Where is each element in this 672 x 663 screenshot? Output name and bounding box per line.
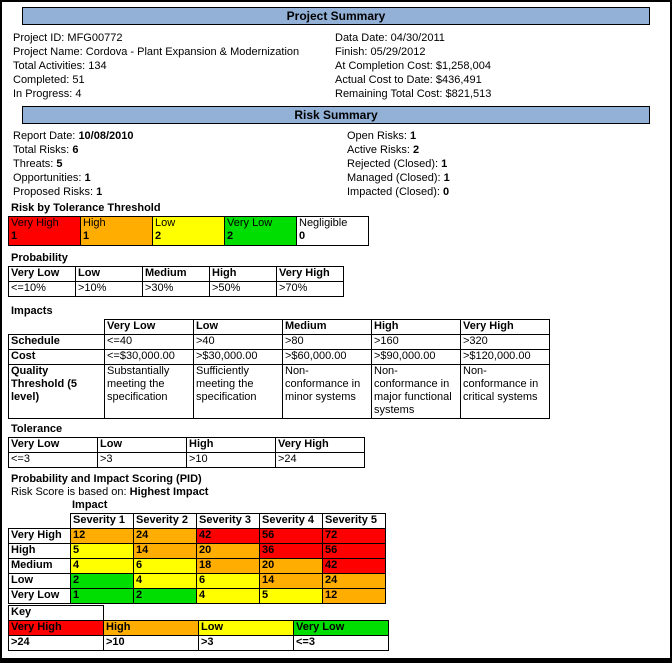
- field-value: 6: [72, 144, 79, 156]
- table-row: [9, 636, 389, 651]
- finish-line: [335, 45, 491, 59]
- field-label: Actual Cost to Date:: [335, 74, 433, 86]
- probability-value: >30%: [143, 282, 210, 297]
- key-range-very-low: <=3: [294, 636, 389, 651]
- impact-value: >40: [194, 335, 283, 350]
- field-value: 1: [443, 172, 450, 184]
- table-row: [9, 621, 389, 636]
- tolerance-value: >10: [187, 453, 276, 468]
- threshold-label: Very Low: [227, 217, 273, 229]
- empty-cell: [199, 606, 294, 621]
- table-row: [9, 589, 386, 604]
- key-label-very-low: Very Low: [294, 621, 389, 636]
- tolerance-value: >24: [276, 453, 365, 468]
- field-value: Cordova - Plant Expansion & Modernization: [85, 46, 300, 58]
- total-activities-line: [13, 59, 335, 73]
- impact-value: >$60,000.00: [283, 350, 372, 365]
- tolerance-threshold-title: Risk by Tolerance Threshold: [11, 202, 161, 214]
- pid-score-cell: 24: [323, 574, 386, 589]
- table-row: [9, 559, 386, 574]
- pid-score-cell: 36: [260, 544, 323, 559]
- probability-value: <=10%: [9, 282, 76, 297]
- field-value: $821,513: [445, 88, 492, 100]
- threshold-label: Low: [155, 217, 176, 229]
- column-header: Severity 5: [323, 514, 386, 529]
- column-header: Very High: [461, 320, 550, 335]
- row-header: Very High: [9, 529, 71, 544]
- empty-cell: [294, 606, 389, 621]
- open-risks-line: [347, 129, 450, 143]
- field-value: 1: [409, 130, 417, 142]
- active-risks-line: [347, 143, 450, 157]
- row-header: Medium: [9, 559, 71, 574]
- tolerance-table: [8, 437, 365, 468]
- field-label: Finish:: [335, 46, 368, 58]
- column-header: Very Low: [9, 438, 98, 453]
- pid-score-cell: 4: [71, 559, 134, 574]
- table-row: [9, 529, 386, 544]
- pid-score-cell: 12: [323, 589, 386, 604]
- field-value: 1: [441, 158, 448, 170]
- pid-score-cell: 14: [260, 574, 323, 589]
- corner-cell: [9, 320, 105, 335]
- key-table: [8, 605, 389, 651]
- column-header: Very High: [276, 438, 365, 453]
- field-label: At Completion Cost:: [335, 60, 433, 72]
- pid-score-cell: 4: [134, 574, 197, 589]
- actual-cost-line: [335, 73, 491, 87]
- table-row: [9, 320, 550, 335]
- pid-score-cell: 4: [197, 589, 260, 604]
- column-header: Very High: [277, 267, 344, 282]
- impact-value: >$30,000.00: [194, 350, 283, 365]
- field-label: Remaining Total Cost:: [335, 88, 443, 100]
- impacts-table: [8, 319, 550, 419]
- row-header: High: [9, 544, 71, 559]
- field-value: 05/29/2012: [370, 46, 426, 58]
- impact-value: >$90,000.00: [372, 350, 461, 365]
- field-label: Active Risks:: [347, 144, 410, 156]
- pid-score-cell: 42: [197, 529, 260, 544]
- field-label: Project Name:: [13, 46, 83, 58]
- field-value: 51: [72, 74, 85, 86]
- threshold-label: High: [83, 217, 106, 229]
- field-value: 10/08/2010: [78, 130, 134, 142]
- rejected-closed-line: [347, 157, 450, 171]
- field-value: 04/30/2011: [390, 32, 445, 44]
- field-value: 1: [96, 186, 103, 198]
- field-label: Total Activities:: [13, 60, 86, 72]
- row-header: Very Low: [9, 589, 71, 604]
- column-header: High: [210, 267, 277, 282]
- remaining-cost-line: [335, 87, 491, 101]
- pid-score-cell: 56: [260, 529, 323, 544]
- pid-score-cell: 56: [323, 544, 386, 559]
- basis-value: Highest Impact: [129, 486, 209, 498]
- impact-value: Non-conformance in minor systems: [283, 365, 372, 419]
- threshold-cell-very-low: [225, 217, 297, 246]
- column-header: Low: [194, 320, 283, 335]
- threshold-label: Very High: [11, 217, 59, 229]
- key-range-low: >3: [199, 636, 294, 651]
- field-value: 134: [88, 60, 107, 72]
- column-header: Very Low: [105, 320, 194, 335]
- empty-cell: [104, 606, 199, 621]
- field-label: Total Risks:: [13, 144, 70, 156]
- threshold-cell-high: [81, 217, 153, 246]
- probability-table: [8, 266, 344, 297]
- threshold-count: 2: [227, 230, 234, 242]
- project-summary-right-column: [335, 31, 491, 101]
- pid-score-cell: 42: [323, 559, 386, 574]
- risk-summary-details: [13, 129, 670, 199]
- threshold-count: 0: [299, 230, 306, 242]
- impact-value: Non-conformance in critical systems: [461, 365, 550, 419]
- impact-value: <=$30,000.00: [105, 350, 194, 365]
- risk-summary-right-column: [347, 129, 450, 199]
- impacts-title: Impacts: [11, 305, 53, 317]
- impacted-closed-line: [347, 185, 450, 199]
- table-row: [9, 438, 365, 453]
- tolerance-threshold-table: [8, 216, 369, 246]
- threshold-count: 2: [155, 230, 162, 242]
- tolerance-value: <=3: [9, 453, 98, 468]
- at-completion-cost-line: [335, 59, 491, 73]
- report-date-line: [13, 129, 347, 143]
- impact-value: >320: [461, 335, 550, 350]
- table-row: [9, 217, 369, 246]
- table-row: [9, 514, 386, 529]
- column-header: Very Low: [9, 267, 76, 282]
- pid-score-cell: 1: [71, 589, 134, 604]
- column-header: Severity 2: [134, 514, 197, 529]
- column-header: Severity 4: [260, 514, 323, 529]
- column-header: High: [372, 320, 461, 335]
- field-label: In Progress:: [13, 88, 73, 100]
- field-value: 1: [84, 172, 91, 184]
- probability-value: >50%: [210, 282, 277, 297]
- table-row: [9, 267, 344, 282]
- opportunities-line: [13, 171, 347, 185]
- threshold-cell-negligible: [297, 217, 369, 246]
- table-row: [9, 365, 550, 419]
- project-summary-details: [13, 31, 670, 101]
- project-summary-header: Project Summary: [22, 7, 650, 25]
- pid-score-cell: 5: [71, 544, 134, 559]
- data-date-line: [335, 31, 491, 45]
- threshold-cell-low: [153, 217, 225, 246]
- pid-score-cell: 20: [197, 544, 260, 559]
- column-header: Low: [98, 438, 187, 453]
- impact-value: >80: [283, 335, 372, 350]
- pid-score-cell: 72: [323, 529, 386, 544]
- column-header: Severity 1: [71, 514, 134, 529]
- pid-score-cell: 14: [134, 544, 197, 559]
- pid-score-cell: 20: [260, 559, 323, 574]
- tolerance-title: Tolerance: [11, 423, 63, 435]
- pid-basis-line: [11, 486, 670, 499]
- field-label: Proposed Risks:: [13, 186, 94, 198]
- pid-score-cell: 5: [260, 589, 323, 604]
- table-row: [9, 282, 344, 297]
- pid-score-cell: 2: [134, 589, 197, 604]
- field-label: Data Date:: [335, 32, 388, 44]
- key-label-high: High: [104, 621, 199, 636]
- table-row: [9, 335, 550, 350]
- field-value: 5: [56, 158, 63, 170]
- impact-value: Substantially meeting the specification: [105, 365, 194, 419]
- field-label: Rejected (Closed):: [347, 158, 439, 170]
- field-label: Report Date:: [13, 130, 76, 142]
- impact-value: <=40: [105, 335, 194, 350]
- probability-value: >10%: [76, 282, 143, 297]
- project-name-line: [13, 45, 335, 59]
- impact-value: >$120,000.00: [461, 350, 550, 365]
- threshold-count: 1: [83, 230, 90, 242]
- pid-score-cell: 12: [71, 529, 134, 544]
- probability-value: >70%: [277, 282, 344, 297]
- field-value: $436,491: [435, 74, 482, 86]
- impact-value: >160: [372, 335, 461, 350]
- table-row: [9, 606, 389, 621]
- corner-cell: [9, 514, 71, 529]
- pid-score-cell: 18: [197, 559, 260, 574]
- row-header: Quality Threshold (5 level): [9, 365, 105, 419]
- threshold-cell-very-high: [9, 217, 81, 246]
- key-range-very-high: >24: [9, 636, 104, 651]
- table-row: [9, 574, 386, 589]
- field-label: Threats:: [13, 158, 54, 170]
- field-label: Completed:: [13, 74, 70, 86]
- table-row: [9, 544, 386, 559]
- probability-title: Probability: [11, 252, 68, 264]
- row-header: Low: [9, 574, 71, 589]
- project-summary-left-column: [13, 31, 335, 101]
- tolerance-value: >3: [98, 453, 187, 468]
- impact-value: Non-conformance in major functional systems: [372, 365, 461, 419]
- field-label: Managed (Closed):: [347, 172, 441, 184]
- total-risks-line: [13, 143, 347, 157]
- table-row: [9, 453, 365, 468]
- impact-value: Sufficiently meeting the specification: [194, 365, 283, 419]
- pid-title: Probability and Impact Scoring (PID): [11, 473, 202, 485]
- column-header: Medium: [143, 267, 210, 282]
- field-value: 0: [443, 186, 450, 198]
- managed-closed-line: [347, 171, 450, 185]
- in-progress-line: [13, 87, 335, 101]
- key-title-cell: Key: [9, 606, 104, 621]
- pid-score-cell: 6: [134, 559, 197, 574]
- column-header: Low: [76, 267, 143, 282]
- threshold-label: Negligible: [299, 217, 348, 229]
- column-header: Medium: [283, 320, 372, 335]
- key-label-very-high: Very High: [9, 621, 104, 636]
- pid-matrix-table: [8, 513, 386, 604]
- field-value: MFG00772: [67, 32, 123, 44]
- risk-summary-header: Risk Summary: [22, 106, 650, 124]
- field-label: Project ID:: [13, 32, 65, 44]
- threats-line: [13, 157, 347, 171]
- risk-summary-left-column: [13, 129, 347, 199]
- pid-score-cell: 6: [197, 574, 260, 589]
- basis-label: Risk Score is based on:: [11, 486, 127, 498]
- key-range-high: >10: [104, 636, 199, 651]
- field-value: 2: [413, 144, 420, 156]
- table-row: [9, 350, 550, 365]
- field-value: $1,258,004: [435, 60, 491, 72]
- proposed-risks-line: [13, 185, 347, 199]
- column-header: Severity 3: [197, 514, 260, 529]
- impact-axis-label: Impact: [72, 499, 108, 511]
- completed-line: [13, 73, 335, 87]
- key-label-low: Low: [199, 621, 294, 636]
- field-label: Impacted (Closed):: [347, 186, 440, 198]
- project-id-line: [13, 31, 335, 45]
- row-header: Schedule: [9, 335, 105, 350]
- pid-score-cell: 2: [71, 574, 134, 589]
- field-label: Open Risks:: [347, 130, 407, 142]
- pid-score-cell: 24: [134, 529, 197, 544]
- column-header: High: [187, 438, 276, 453]
- field-value: 4: [75, 88, 82, 100]
- threshold-count: 1: [11, 230, 18, 242]
- row-header: Cost: [9, 350, 105, 365]
- field-label: Opportunities:: [13, 172, 82, 184]
